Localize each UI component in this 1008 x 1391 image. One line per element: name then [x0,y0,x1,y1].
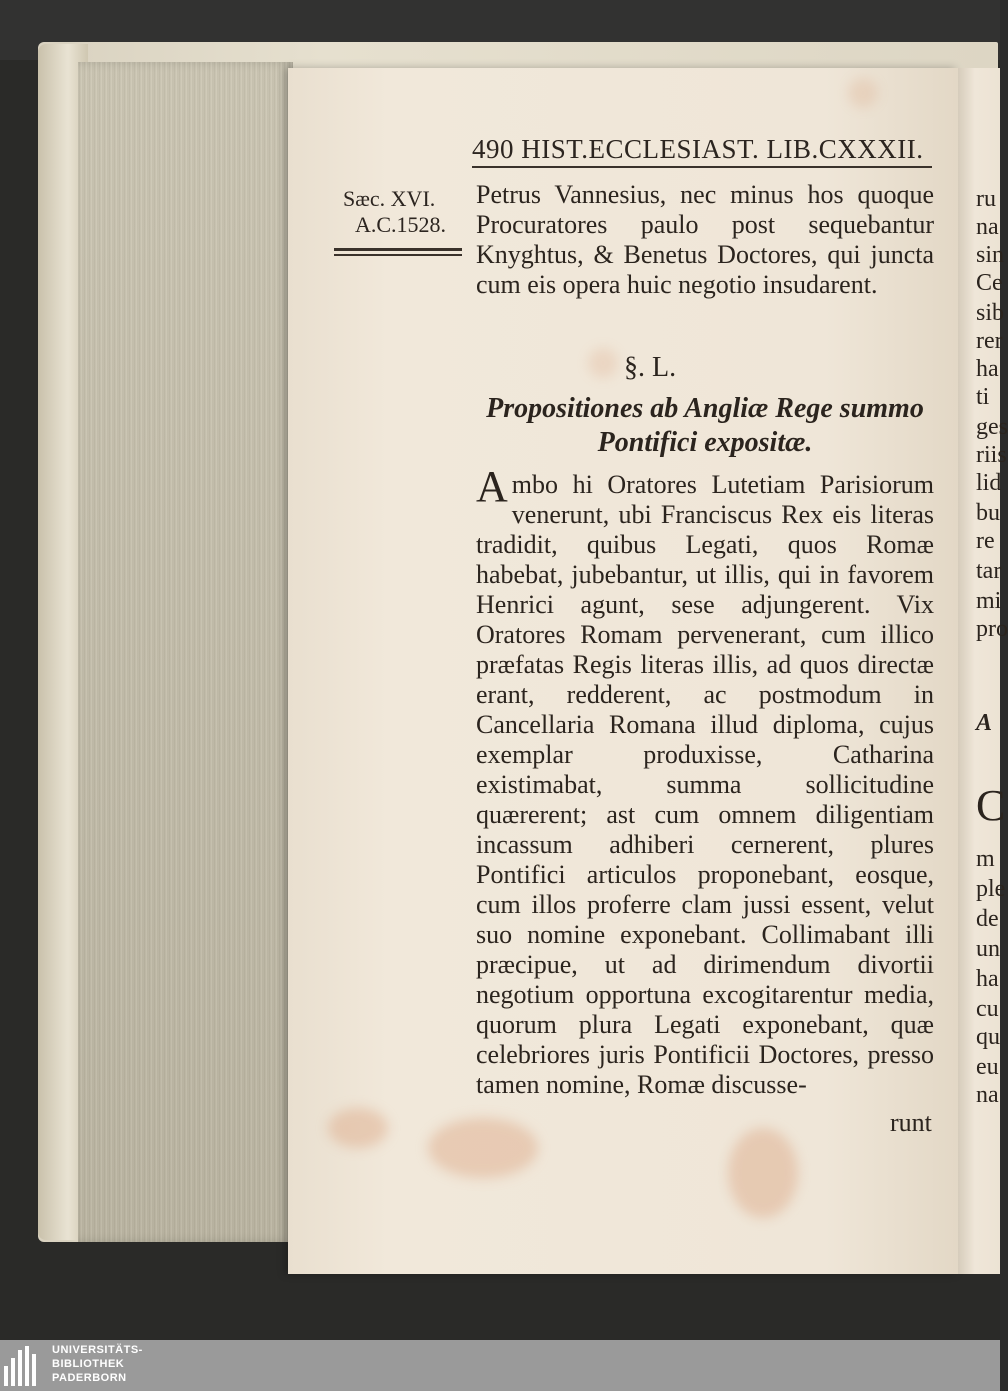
facing-page-fragment: cu [976,996,999,1022]
heading-line-2: Pontifici expositæ. [597,427,813,458]
paragraph-2 [476,462,934,1100]
facing-page-fragment: sin [976,242,1005,268]
running-head: 490 HIST.ECCLESIAST. LIB.CXXXII. [472,134,924,164]
stain [728,1128,798,1218]
facing-page-fragment: tar [976,558,1002,584]
facing-page-fragment: ges [976,414,1008,440]
catchword: runt [890,1108,932,1137]
drop-cap: A [476,462,508,511]
paragraph-1-text: Petrus Vannesius, nec minus hos quoque Procuratores paulo post sequebantur Knyghtus, & Benetus Doctores, qui juncta cum eis opera huic negotio insudarent. [476,180,934,299]
facing-page-fragment: re [976,528,995,554]
library-name-line-2: BIBLIOTHEK [52,1358,125,1370]
margin-rule [334,254,462,256]
facing-page-fragment: riis [976,442,1007,468]
facing-page-fragment: ha [976,356,999,382]
library-footer [0,1340,1000,1391]
facing-page-fragment: ha [976,966,999,992]
stain [588,348,618,378]
facing-page-fragment: bu [976,500,1000,526]
library-name [52,1343,143,1385]
stain [848,78,878,108]
facing-page-fragment: ple [976,876,1006,902]
section-number: §. L. [624,352,677,383]
library-logo-icon [4,1346,44,1386]
library-name-line-1: UNIVERSITÄTS- [52,1344,143,1356]
facing-page-fragment: na [976,1082,999,1108]
facing-page-fragment: m [976,846,995,872]
facing-page-fragment: qu [976,1024,1000,1050]
facing-page-fragment: Ce [976,270,1003,296]
paragraph-1 [476,180,934,300]
facing-page-fragment: mi [976,588,1002,614]
margin-year: A.C.1528. [355,212,447,237]
page-edges [78,62,293,1242]
margin-rule [334,248,462,251]
stain [428,1118,538,1178]
facing-page-fragment: na [976,214,999,240]
facing-page-fragment: lid [976,470,1002,496]
header-rule [472,166,932,168]
heading-line-1: Propositiones ab Angliæ Rege summo [486,393,924,424]
facing-page-fragment: sib [976,300,1005,326]
facing-page-fragment: un [976,936,1000,962]
facing-page-fragment: ru [976,186,996,212]
stain [328,1108,388,1148]
paragraph-2-text: mbo hi Oratores Lutetiam Parisiorum venerunt, ubi Franciscus Rex eis literas tradidit, quibus Legati, quos Romæ habebat, jubebantur, ut illis, qui in favorem Henrici agunt, sese adjungerent. Vix Oratores Romam pervenerant, cum illico præfatas Regis literas illis, ad quos directæ erant, redderent, ac postmodum in Cancellaria Romana illud diploma, cujus exemplar produxisse, Catharina existimabat, summa sollicitudine quærerent; ast cum omnem diligentiam incassum adhiberi cernerent, plures Pontifici articulos proponebant, eosque, cum illos proferre clam jussi essent, velut suo nomine exponebant. Collimabant illi præcipue, ut ad dirimendum divortii negotium opportuna excogitarentur media, quorum plura Legati exponebant, quæ celebriores juris Pontificii Doctores, presso tamen nomine, Romæ discusse- [476,470,934,1099]
facing-page-fragment: C [976,781,1006,830]
facing-page-fragment: A [976,710,993,736]
margin-century: Sæc. XVI. [343,186,436,211]
facing-page-fragment: rer [976,328,1003,354]
section-heading [476,392,934,460]
facing-page-fragment: de [976,906,999,932]
library-name-line-3: PADERBORN [52,1372,127,1384]
facing-page-fragment: eu [976,1054,999,1080]
facing-page-fragment: ti [976,384,990,410]
facing-page-fragment: pro [976,616,1008,642]
